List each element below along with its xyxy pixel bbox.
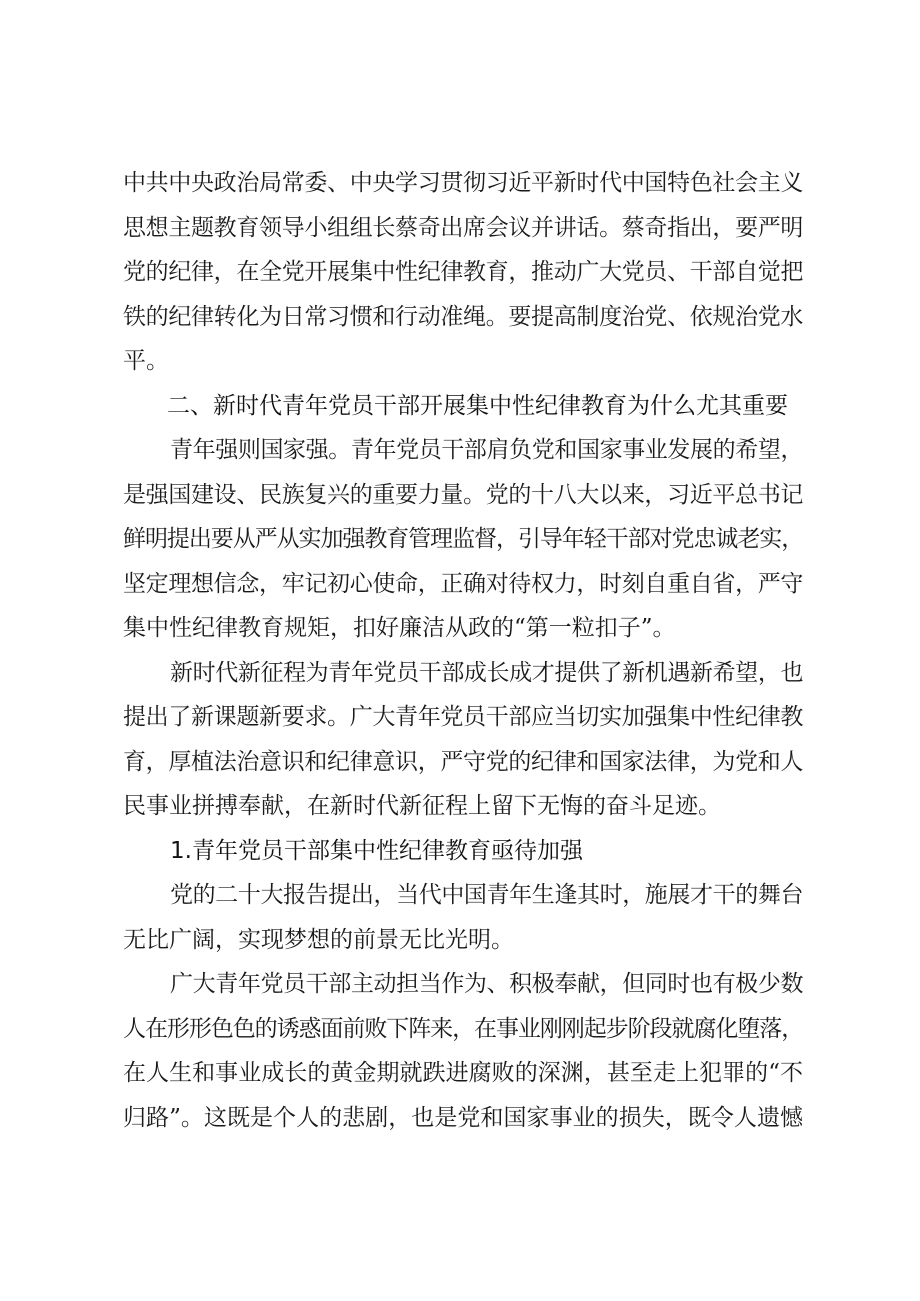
paragraph-5-line-1: 广大青年党员干部主动担当作为、积极奉献，但同时也有极少数 bbox=[170, 971, 804, 997]
paragraph-1-line-5: 平。 bbox=[123, 348, 169, 374]
paragraph-1-line-3: 党的纪律，在全党开展集中性纪律教育，推动广大党员、干部自觉把 bbox=[123, 259, 804, 285]
paragraph-4-line-1: 党的二十大报告提出，当代中国青年生逢其时，施展才干的舞台 bbox=[170, 882, 804, 908]
paragraph-5-line-4: 归路”。这既是个人的悲剧，也是党和国家事业的损失，既令人遗憾 bbox=[123, 1105, 803, 1131]
section-heading-3: 1.青年党员干部集中性纪律教育亟待加强 bbox=[170, 838, 583, 864]
paragraph-5-line-2: 人在形形色色的诱惑面前败下阵来，在事业刚刚起步阶段就腐化堕落， bbox=[123, 1016, 804, 1042]
paragraph-2-line-4: 坚定理想信念，牢记初心使命，正确对待权力，时刻自重自省，严守 bbox=[123, 571, 804, 597]
paragraph-5-line-3: 在人生和事业成长的黄金期就跌进腐败的深渊，甚至走上犯罪的“不 bbox=[123, 1060, 803, 1086]
paragraph-2-line-5: 集中性纪律教育规矩，扣好廉洁从政的“第一粒扣子”。 bbox=[123, 615, 676, 641]
paragraph-2-line-3: 鲜明提出要从严从实加强教育管理监督，引导年轻干部对党忠诚老实， bbox=[123, 526, 804, 552]
paragraph-4-line-2: 无比广阔，实现梦想的前景无比光明。 bbox=[123, 927, 514, 953]
paragraph-2-line-2: 是强国建设、民族复兴的重要力量。党的十八大以来，习近平总书记 bbox=[123, 482, 804, 508]
paragraph-2-line-1: 青年强则国家强。青年党员干部肩负党和国家事业发展的希望， bbox=[170, 437, 804, 463]
paragraph-1-line-2: 思想主题教育领导小组组长蔡奇出席会议并讲话。蔡奇指出，要严明 bbox=[123, 215, 804, 241]
paragraph-3-line-2: 提出了新课题新要求。广大青年党员干部应当切实加强集中性纪律教 bbox=[123, 704, 804, 730]
section-heading-2: 二、新时代青年党员干部开展集中性纪律教育为什么尤其重要 bbox=[167, 393, 788, 419]
paragraph-3-line-3: 育，厚植法治意识和纪律意识，严守党的纪律和国家法律，为党和人 bbox=[123, 749, 804, 775]
paragraph-3-line-1: 新时代新征程为青年党员干部成长成才提供了新机遇新希望，也 bbox=[170, 660, 804, 686]
paragraph-3-line-4: 民事业拼搏奉献，在新时代新征程上留下无悔的奋斗足迹。 bbox=[123, 793, 721, 819]
paragraph-1-line-1: 中共中央政治局常委、中央学习贯彻习近平新时代中国特色社会主义 bbox=[123, 170, 804, 196]
paragraph-1-line-4: 铁的纪律转化为日常习惯和行动准绳。要提高制度治党、依规治党水 bbox=[123, 304, 804, 330]
